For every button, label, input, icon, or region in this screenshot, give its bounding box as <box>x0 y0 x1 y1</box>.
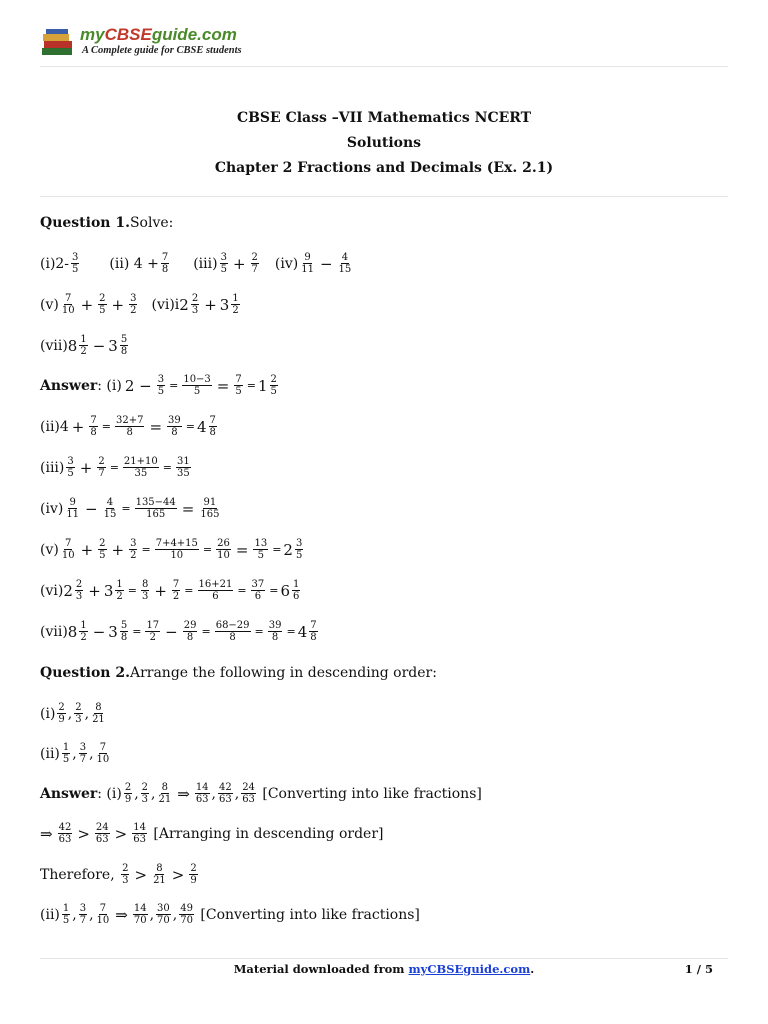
doc-title-1: CBSE Class –VII Mathematics NCERT <box>236 110 532 126</box>
q2-part-i: (i) $\frac{2}{9}$ , $\frac{2}{3}$ , $\frac{8}{21}$ <box>40 702 105 725</box>
answer-1-iii: (iii) $\frac{3}{5}$ + $\frac{2}{7}$ = $\frac{21+10}{35}$ = $\frac{31}{35}$ <box>40 456 190 479</box>
note-like-fractions: [Converting into like fractions] <box>262 785 482 802</box>
q2-part-ii: (ii) $\frac{1}{5}$ , $\frac{3}{7}$ , $\frac{7}{10}$ <box>40 742 110 765</box>
answer-1-i: Answer : (i) 2 − $\frac{3}{5}$ = $\frac{10-3}{5}$ = $\frac{7}{5}$ = 1 $\frac{2}{5}$ <box>40 374 277 397</box>
question-1-label: Question 1. <box>40 215 130 231</box>
therefore-text: Therefore, <box>40 866 115 883</box>
logo-text[interactable]: myCBSEguide.com <box>80 25 237 44</box>
answer-2-therefore: Therefore, $\frac{2}{3}$ > $\frac{8}{21}$ > $\frac{2}{9}$ <box>40 863 197 886</box>
title-rule <box>40 196 728 197</box>
question-2-label: Question 2. <box>40 665 130 681</box>
footer: Material downloaded from myCBSEguide.com. <box>233 962 535 976</box>
footer-link[interactable]: myCBSEguide.com <box>408 962 531 976</box>
doc-title-3: Chapter 2 Fractions and Decimals (Ex. 2.1) <box>214 160 554 176</box>
q1-parts-row-2: (v) $\frac{7}{10}$ + $\frac{2}{5}$ + $\frac{3}{2}$ (vi)i 2 $\frac{2}{3}$ + 3 $\frac{1}{2}$ <box>40 293 239 316</box>
footer-text: Material downloaded from <box>233 962 409 976</box>
books-logo-icon <box>40 28 76 58</box>
answer-2-i: Answer : (i) $\frac{2}{9}$ , $\frac{2}{3}$ , $\frac{8}{21}$ ⇒ $\frac{14}{63}$ , $\frac{42}{63}$ , $\frac{24}{63}$ [Converting into like fractions] <box>40 782 482 805</box>
site-header <box>40 24 728 62</box>
question-1 <box>40 215 173 231</box>
header-rule <box>40 66 728 67</box>
question-2 <box>40 665 437 681</box>
question-2-text: Arrange the following in descending order: <box>129 665 437 681</box>
answer-1-v: (v) $\frac{7}{10}$ + $\frac{2}{5}$ + $\frac{3}{2}$ = $\frac{7+4+15}{10}$ = $\frac{26}{10}$ = $\frac{13}{5}$ = 2 $\frac{3}{5}$ <box>40 538 303 561</box>
note-like-fractions-2: [Converting into like fractions] <box>200 906 420 923</box>
note-descending: [Arranging in descending order] <box>153 825 384 842</box>
answer-1-iv: (iv) $\frac{9}{11}$ − $\frac{4}{15}$ = $\frac{135-44}{165}$ = $\frac{91}{165}$ <box>40 497 220 520</box>
logo-tagline: A Complete guide for CBSE students <box>82 45 242 56</box>
q1-parts-row-3: (vii) 8 $\frac{1}{2}$ − 3 $\frac{5}{8}$ <box>40 334 128 357</box>
answer-2-order: ⇒ $\frac{42}{63}$ > $\frac{24}{63}$ > $\frac{14}{63}$ [Arranging in descending order] <box>40 822 384 845</box>
answer-1-ii: (ii)4 + $\frac{7}{8}$ = $\frac{32+7}{8}$ = $\frac{39}{8}$ = 4 $\frac{7}{8}$ <box>40 415 216 438</box>
answer-label: Answer <box>40 377 98 394</box>
answer-2-ii: (ii) $\frac{1}{5}$ , $\frac{3}{7}$ , $\frac{7}{10}$ ⇒ $\frac{14}{70}$ , $\frac{30}{70}$ , $\frac{49}{70}$ [Converting into like fractions] <box>40 903 420 926</box>
q1-parts-row-1: (i)2- $\frac{3}{5}$ (ii) 4 + $\frac{7}{8}$ (iii) $\frac{3}{5}$ + $\frac{2}{7}$ (iv) $\frac{9}{11}$ − $\frac{4}{15}$ <box>40 252 352 275</box>
question-1-text: Solve: <box>129 215 174 231</box>
footer-rule <box>40 958 728 959</box>
doc-title-2: Solutions <box>346 135 422 151</box>
page-number: 1 / 5 <box>684 962 713 976</box>
answer-1-vii: (vii) 8 $\frac{1}{2}$ − 3 $\frac{5}{8}$ = $\frac{17}{2}$ − $\frac{29}{8}$ = $\frac{68-29}{8}$ = $\frac{39}{8}$ = 4 $\frac{7}{8}$ <box>40 620 317 643</box>
answer-1-vi: (vi) 2 $\frac{2}{3}$ + 3 $\frac{1}{2}$ = $\frac{8}{3}$ + $\frac{7}{2}$ = $\frac{16+21}{6}$ = $\frac{37}{6}$ = 6 $\frac{1}{6}$ <box>40 579 300 602</box>
